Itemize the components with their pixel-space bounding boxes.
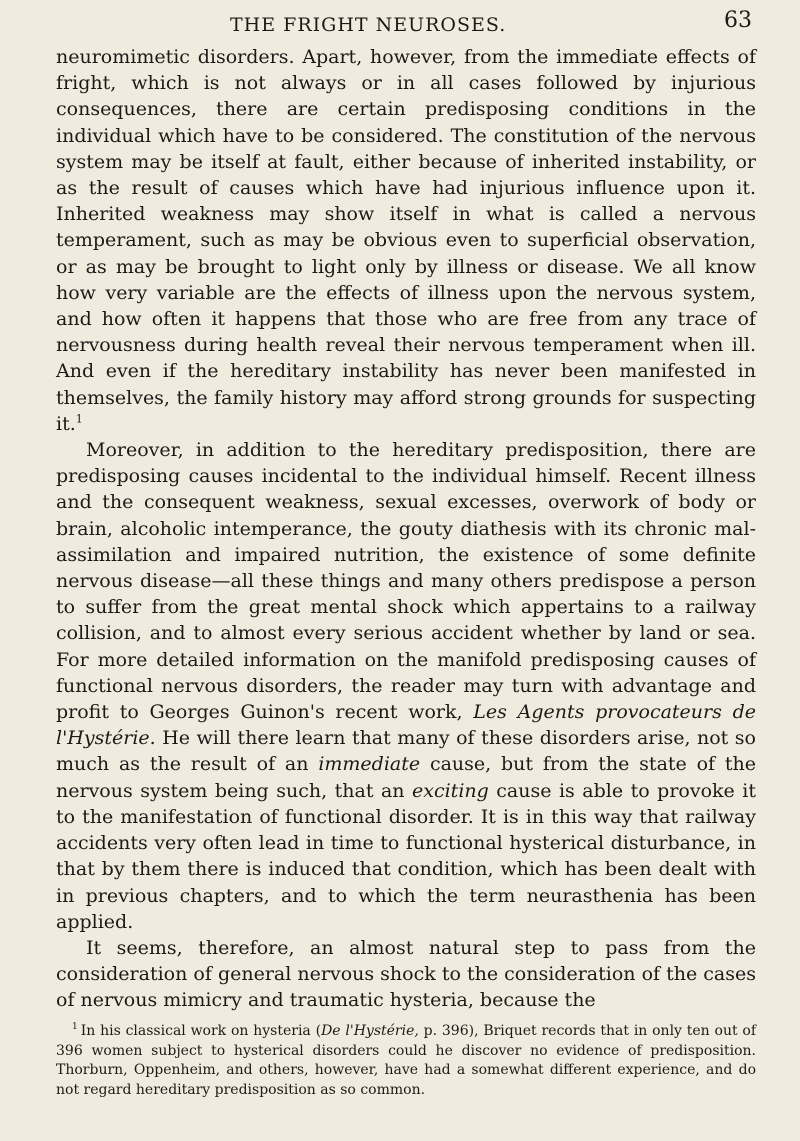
footnote-mark: 1 (72, 1022, 78, 1033)
footnote-reference[interactable]: 1 (75, 412, 83, 426)
paragraph-3-text: It seems, therefore, an almost natural step to pass from the consideration of general nervous shock to the consideration of the cases of nervous mimicry and traumatic hysteria, because the (56, 936, 756, 1012)
footnotes (56, 1022, 756, 1100)
paragraph-2-middle-1: He will there learn that many of these disorders arise, not so much as the result of an (56, 727, 756, 776)
page-number: 63 (724, 8, 752, 33)
running-head: THE FRIGHT NEUROSES. (230, 14, 507, 36)
footnote-after: p. 396), Briquet records that in only ten out of 396 women subject to hysterical disorders could he discover no evidence of predisposition. Thorburn, Oppenheim, and others, however, have had a somewhat different experience, and do not regard hereditary predisposition as so common. (56, 1023, 757, 1098)
paragraph-3 (56, 935, 756, 1014)
footnote-before: In his classical work on hysteria ( (80, 1023, 322, 1039)
paragraph-2-middle-2: cause, but from the state of the nervous system being such, that an (56, 753, 757, 802)
paragraph-2 (56, 437, 756, 935)
body-text (56, 44, 756, 1014)
paragraph-1 (56, 44, 756, 437)
paragraph-2-after: cause is able to provoke it to the manifestation of functional disorder. It is in this way that railway accidents very often lead in time to functional hysterical disturbance, in that by them there is induced that condition, which has been dealt with in previous chapters, and to which the term neurasthenia has been applied. (56, 779, 756, 933)
footnote-book-title: De l'Hystérie, (321, 1023, 419, 1039)
page-header (0, 6, 800, 36)
paragraph-2-before: Moreover, in addition to the hereditary predisposition, there are predisposing causes incidental to the individual himself. Recent illness and the consequent weakness, sexual excesses, overwork of body or brain, alcoholic intemperance, the gouty diathesis with its chronic mal-assimilation and impaired nutrition, the existence of some definite nervous disease—all these things and many others predispose a person to suffer from the great mental shock which appertains to a railway collision, and to almost every serious accident whether by land or sea. For more detailed information on the manifold predisposing causes of functional nervous disorders, the reader may turn with advantage and profit to Georges Guinon's recent work, (56, 439, 756, 724)
emphasis-immediate: immediate (318, 753, 421, 776)
emphasis-exciting: exciting (412, 779, 489, 802)
book-title-guinon: Les Agents provocateurs de l'Hystérie. (56, 701, 757, 750)
paragraph-1-text: neuromimetic disorders. Apart, however, from the immediate effects of fright, which is not always or in all cases followed by injurious consequences, there are certain predisposing conditions in the individual which have to be considered. The constitution of the nervous system may be itself at fault, either because of inherited instability, or as the result of causes which have had injurious influence upon it. Inherited weakness may show itself in what is called a nervous temperament, such as may be obvious even to superficial observation, or as may be brought to light only by illness or disease. We all know how very variable are the effects of illness upon the nervous system, and how often it happens that those who are free from any trace of nervousness during health reveal their nervous temperament when ill. And even if the hereditary instability has never been manifested in themselves, the family history may afford strong grounds for suspecting it. (56, 46, 756, 435)
footnote-1 (56, 1022, 756, 1100)
